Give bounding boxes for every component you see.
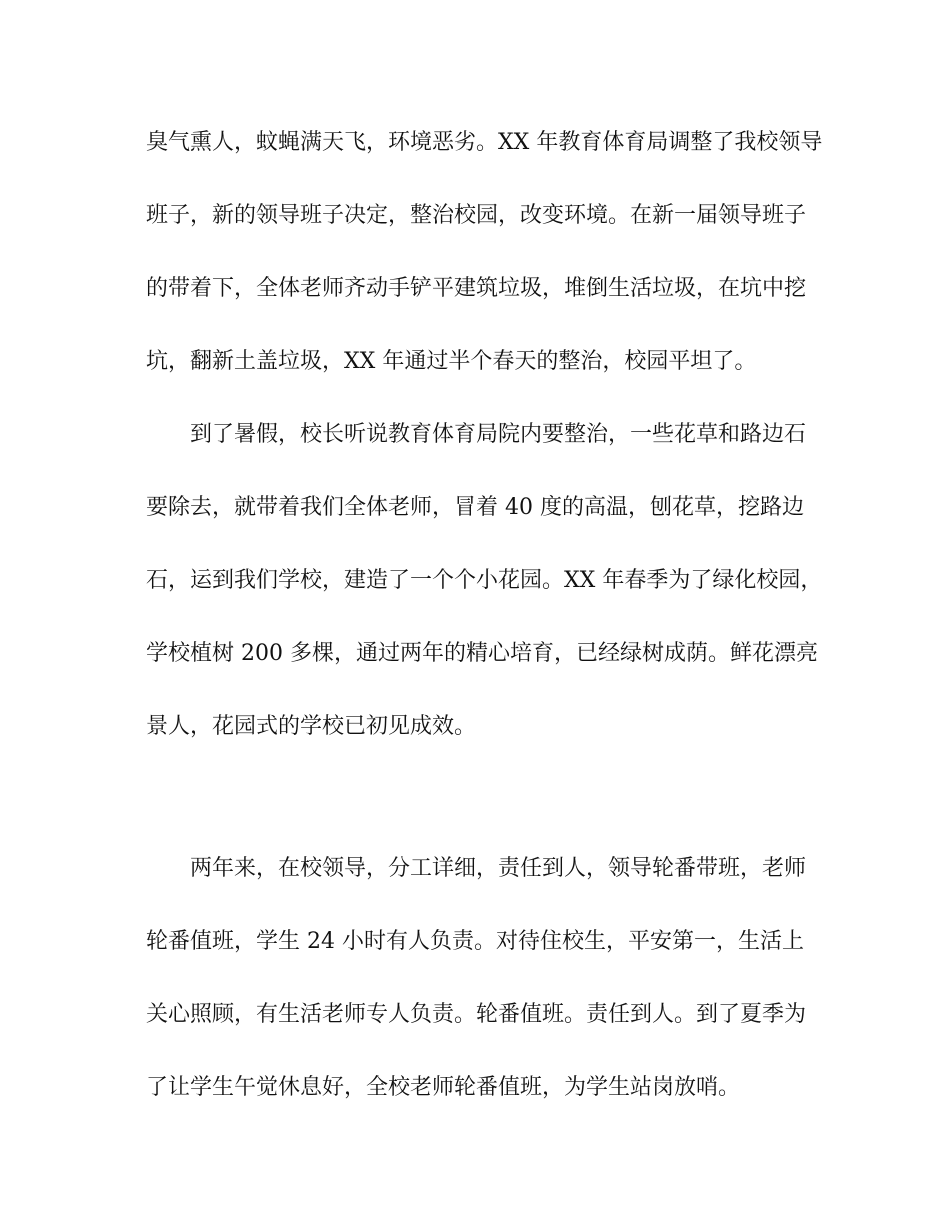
paragraph-3-line-1: 两年来，在校领导，分工详细，责任到人，领导轮番带班，老师: [190, 856, 807, 881]
paragraph-1-line-3: 的带着下，全体老师齐动手铲平建筑垃圾，堆倒生活垃圾，在坑中挖: [146, 276, 807, 301]
paragraph-2-line-4: 学校植树 200 多棵，通过两年的精心培育，已经绿树成荫。鲜花漂亮: [146, 641, 818, 666]
paragraph-1-line-2: 班子，新的领导班子决定，整治校园，改变环境。在新一届领导班子: [146, 203, 807, 228]
paragraph-1-line-1: 臭气熏人，蚊蝇满天飞，环境恶劣。XX 年教育体育局调整了我校领导: [146, 130, 823, 155]
paragraph-2-line-3: 石，运到我们学校，建造了一个个小花园。XX 年春季为了绿化校园，: [146, 568, 823, 593]
paragraph-2-line-5: 景人，花园式的学校已初见成效。: [146, 714, 477, 739]
paragraph-3-line-4: 了让学生午觉休息好，全校老师轮番值班，为学生站岗放哨。: [146, 1075, 741, 1100]
paragraph-3-line-3: 关心照顾，有生活老师专人负责。轮番值班。责任到人。到了夏季为: [146, 1002, 807, 1027]
paragraph-2-line-2: 要除去，就带着我们全体老师，冒着 40 度的高温，刨花草，挖路边: [146, 495, 804, 520]
paragraph-2-line-1: 到了暑假，校长听说教育体育局院内要整治，一些花草和路边石: [190, 422, 807, 447]
paragraph-3-line-2: 轮番值班，学生 24 小时有人负责。对待住校生，平安第一，生活上: [146, 929, 804, 954]
paragraph-1-line-4: 坑，翻新土盖垃圾，XX 年通过半个春天的整治，校园平坦了。: [146, 349, 757, 374]
